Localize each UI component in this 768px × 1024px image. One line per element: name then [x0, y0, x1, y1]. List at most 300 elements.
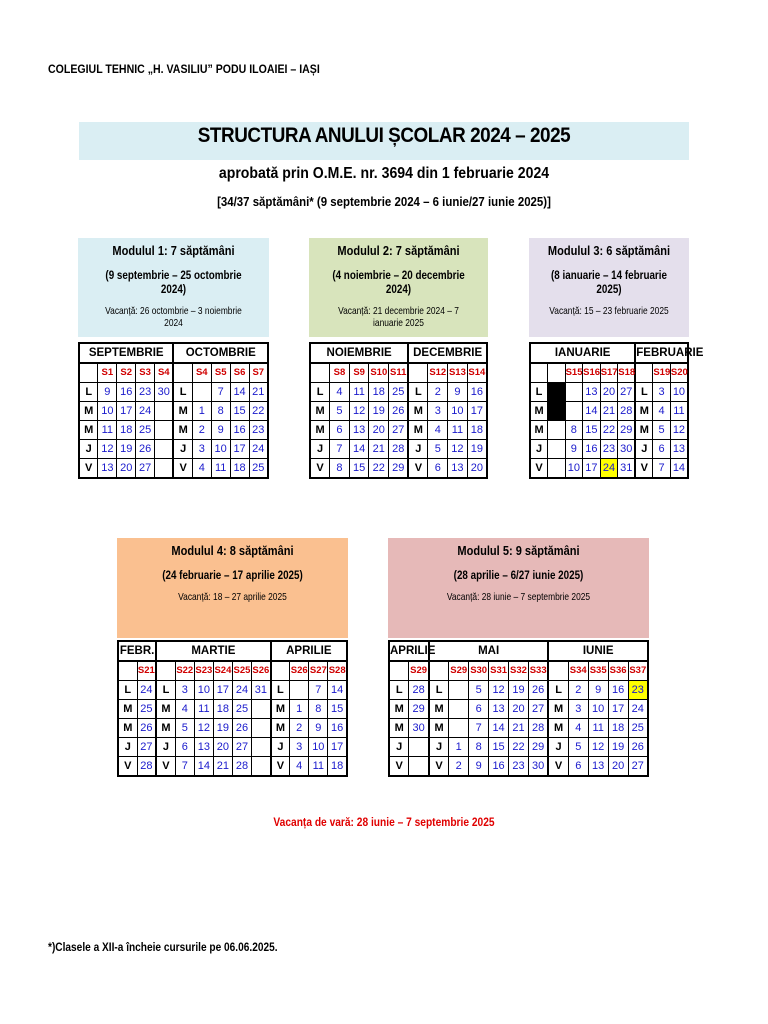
date-cell: 9 — [309, 719, 328, 738]
weekday-letter: V — [548, 757, 568, 777]
month-name: DECEMBRIE — [408, 343, 487, 363]
date-cell: 10 — [565, 459, 583, 479]
month-header-row — [310, 343, 487, 363]
day-row — [118, 700, 347, 719]
date-cell: 11 — [194, 700, 213, 719]
date-cell: 29 — [389, 459, 409, 479]
week-label-row — [530, 363, 688, 383]
date-cell: 8 — [309, 700, 328, 719]
module-vacation: Vacanță: 26 octombrie – 3 noiembrie 2024 — [105, 305, 242, 329]
date-cell: 27 — [137, 738, 156, 757]
module-title: Modulul 2: 7 săptămâni — [337, 243, 460, 258]
weekday-letter: M — [635, 421, 653, 440]
date-cell: 20 — [369, 421, 389, 440]
weekday-letter: J — [79, 440, 98, 459]
date-cell: 7 — [330, 440, 350, 459]
month-name: APRILIE — [389, 641, 429, 661]
week-label: S24 — [213, 661, 232, 681]
date-cell: 3 — [192, 440, 211, 459]
weekday-letter: V — [429, 757, 449, 777]
date-cell: 11 — [349, 383, 369, 402]
date-cell: 7 — [211, 383, 230, 402]
date-cell: 13 — [98, 459, 117, 479]
week-label: S15 — [565, 363, 583, 383]
day-row — [530, 459, 688, 479]
weekday-letter: L — [118, 681, 137, 700]
date-cell: 2 — [428, 383, 448, 402]
date-cell: 18 — [213, 700, 232, 719]
month-name: MAI — [429, 641, 549, 661]
date-cell: 22 — [369, 459, 389, 479]
date-cell: 4 — [330, 383, 350, 402]
date-cell: 20 — [608, 757, 628, 777]
date-cell: 6 — [469, 700, 489, 719]
day-row — [530, 383, 688, 402]
date-cell: 2 — [568, 681, 588, 700]
date-cell: 18 — [230, 459, 249, 479]
date-cell: 3 — [290, 738, 309, 757]
date-cell: 14 — [489, 719, 509, 738]
month-header-row — [118, 641, 347, 661]
weekday-letter: J — [408, 440, 428, 459]
week-label-row — [118, 661, 347, 681]
weekday-letter: M — [79, 402, 98, 421]
date-cell: 28 — [618, 402, 636, 421]
day-row — [310, 440, 487, 459]
date-cell: 16 — [583, 440, 601, 459]
week-label: S36 — [608, 661, 628, 681]
date-cell — [449, 719, 469, 738]
date-cell: 18 — [467, 421, 487, 440]
week-label: S3 — [136, 363, 155, 383]
week-label: S34 — [568, 661, 588, 681]
date-cell: 4 — [192, 459, 211, 479]
day-row — [79, 459, 268, 479]
weekday-letter: L — [173, 383, 192, 402]
weekday-letter: M — [548, 719, 568, 738]
week-label: S1 — [98, 363, 117, 383]
weekday-letter: L — [548, 681, 568, 700]
weekday-letter: L — [408, 383, 428, 402]
day-row — [79, 421, 268, 440]
date-cell: 7 — [653, 459, 671, 479]
date-cell: 27 — [618, 383, 636, 402]
date-cell: 20 — [117, 459, 136, 479]
month-name: IUNIE — [548, 641, 648, 661]
date-cell: 21 — [509, 719, 529, 738]
day-row — [389, 738, 648, 757]
calendar-module-3 — [529, 342, 704, 479]
day-row — [389, 681, 648, 700]
date-cell: 10 — [670, 383, 688, 402]
date-cell: 10 — [309, 738, 328, 757]
week-label: S26 — [252, 661, 271, 681]
date-cell: 26 — [232, 719, 251, 738]
weekday-letter: M — [310, 421, 330, 440]
date-cell: 27 — [136, 459, 155, 479]
week-label: S6 — [230, 363, 249, 383]
date-cell: 23 — [249, 421, 268, 440]
day-column-spacer — [429, 661, 449, 681]
calendar-module-2 — [309, 342, 488, 479]
date-cell: 27 — [528, 700, 548, 719]
date-cell — [548, 402, 566, 421]
week-label: S20 — [670, 363, 688, 383]
weekday-letter: M — [271, 719, 290, 738]
date-cell: 8 — [565, 421, 583, 440]
date-cell: 19 — [467, 440, 487, 459]
date-cell: 26 — [528, 681, 548, 700]
module-title: Modulul 1: 7 săptămâni — [112, 243, 235, 258]
date-cell: 6 — [653, 440, 671, 459]
day-row — [310, 421, 487, 440]
date-cell — [449, 700, 469, 719]
week-label: S12 — [428, 363, 448, 383]
date-cell: 25 — [628, 719, 648, 738]
day-column-spacer — [408, 363, 428, 383]
weekday-letter: J — [429, 738, 449, 757]
date-cell: 28 — [389, 440, 409, 459]
date-cell: 8 — [211, 402, 230, 421]
school-name: COLEGIUL TEHNIC „H. VASILIU” PODU ILOAIEI – IAȘI — [48, 64, 320, 76]
weekday-letter: M — [429, 719, 449, 738]
date-cell: 9 — [588, 681, 608, 700]
date-cell: 29 — [528, 738, 548, 757]
date-cell: 10 — [211, 440, 230, 459]
weekday-letter: M — [408, 421, 428, 440]
date-cell — [252, 719, 271, 738]
month-name: MARTIE — [156, 641, 270, 661]
date-cell: 17 — [213, 681, 232, 700]
month-header-row — [79, 343, 268, 363]
weekday-letter: V — [79, 459, 98, 479]
weekday-letter: M — [156, 719, 175, 738]
date-cell: 6 — [175, 738, 194, 757]
date-cell: 9 — [211, 421, 230, 440]
weekday-letter: M — [173, 421, 192, 440]
date-cell — [252, 757, 271, 777]
date-cell: 3 — [428, 402, 448, 421]
weekday-letter: M — [118, 719, 137, 738]
date-cell — [409, 757, 429, 777]
date-cell: 1 — [449, 738, 469, 757]
weekday-letter: J — [548, 738, 568, 757]
week-label: S13 — [448, 363, 468, 383]
date-cell: 28 — [137, 757, 156, 777]
date-cell: 24 — [232, 681, 251, 700]
module-3-box — [529, 238, 689, 337]
module-title: Modulul 4: 8 săptămâni — [171, 543, 294, 558]
weekday-letter: L — [79, 383, 98, 402]
date-cell: 29 — [409, 700, 429, 719]
date-cell: 22 — [600, 421, 618, 440]
weekday-letter: M — [310, 402, 330, 421]
module-period: (4 noiembrie – 20 decembrie 2024) — [332, 268, 465, 296]
date-cell: 20 — [213, 738, 232, 757]
date-cell: 13 — [349, 421, 369, 440]
weekday-letter: L — [530, 383, 548, 402]
date-cell: 13 — [670, 440, 688, 459]
date-cell: 18 — [328, 757, 347, 777]
date-cell: 11 — [448, 421, 468, 440]
module-5-box — [388, 538, 649, 638]
date-cell: 12 — [194, 719, 213, 738]
weekday-letter: V — [530, 459, 548, 479]
date-cell: 6 — [568, 757, 588, 777]
date-cell: 30 — [528, 757, 548, 777]
week-label: S7 — [249, 363, 268, 383]
date-cell: 21 — [213, 757, 232, 777]
weekday-letter: J — [310, 440, 330, 459]
weekday-letter: M — [389, 700, 409, 719]
date-cell: 30 — [155, 383, 174, 402]
day-row — [389, 700, 648, 719]
month-name: OCTOMBRIE — [173, 343, 268, 363]
date-cell: 26 — [136, 440, 155, 459]
day-column-spacer — [79, 363, 98, 383]
weekday-letter: M — [271, 700, 290, 719]
date-cell: 11 — [670, 402, 688, 421]
weekday-letter: M — [173, 402, 192, 421]
weekday-letter: V — [635, 459, 653, 479]
date-cell: 13 — [194, 738, 213, 757]
date-cell: 17 — [117, 402, 136, 421]
date-cell: 25 — [249, 459, 268, 479]
date-cell: 11 — [588, 719, 608, 738]
day-row — [530, 440, 688, 459]
date-cell: 5 — [175, 719, 194, 738]
day-column-spacer — [530, 363, 548, 383]
week-label: S2 — [117, 363, 136, 383]
weekday-letter: V — [389, 757, 409, 777]
week-label: S32 — [509, 661, 529, 681]
date-cell: 27 — [232, 738, 251, 757]
weekday-letter: J — [271, 738, 290, 757]
week-label: S16 — [583, 363, 601, 383]
date-cell: 18 — [117, 421, 136, 440]
date-cell: 6 — [330, 421, 350, 440]
date-cell: 12 — [670, 421, 688, 440]
weekday-letter: J — [530, 440, 548, 459]
date-cell — [548, 383, 566, 402]
date-cell: 14 — [194, 757, 213, 777]
date-cell: 14 — [328, 681, 347, 700]
date-cell: 5 — [469, 681, 489, 700]
week-label: S29 — [409, 661, 429, 681]
date-cell — [409, 738, 429, 757]
date-cell: 7 — [469, 719, 489, 738]
weekday-letter: J — [156, 738, 175, 757]
weekday-letter: V — [271, 757, 290, 777]
date-cell — [290, 681, 309, 700]
week-label: S11 — [389, 363, 409, 383]
date-cell: 21 — [369, 440, 389, 459]
weekday-letter: M — [408, 402, 428, 421]
weekday-letter: M — [530, 421, 548, 440]
month-header-row — [389, 641, 648, 661]
day-column-spacer — [389, 661, 409, 681]
date-cell: 27 — [389, 421, 409, 440]
day-row — [389, 757, 648, 777]
day-row — [118, 757, 347, 777]
date-cell: 8 — [469, 738, 489, 757]
date-cell: 16 — [489, 757, 509, 777]
date-cell: 29 — [618, 421, 636, 440]
day-row — [389, 719, 648, 738]
date-cell — [252, 700, 271, 719]
date-cell: 26 — [628, 738, 648, 757]
date-cell: 23 — [509, 757, 529, 777]
date-cell: 10 — [98, 402, 117, 421]
date-cell: 20 — [509, 700, 529, 719]
date-cell — [155, 440, 174, 459]
date-cell: 23 — [600, 440, 618, 459]
module-vacation: Vacanță: 28 iunie – 7 septembrie 2025 — [446, 591, 591, 603]
date-cell: 12 — [98, 440, 117, 459]
date-cell — [548, 459, 566, 479]
date-cell: 25 — [137, 700, 156, 719]
week-label: S9 — [349, 363, 369, 383]
date-cell: 15 — [349, 459, 369, 479]
date-cell: 25 — [136, 421, 155, 440]
module-vacation: Vacanță: 15 – 23 februarie 2025 — [549, 305, 669, 317]
weekday-letter: M — [79, 421, 98, 440]
date-cell: 14 — [583, 402, 601, 421]
weekday-letter: M — [118, 700, 137, 719]
date-cell: 16 — [467, 383, 487, 402]
module-2-box — [309, 238, 488, 337]
day-row — [530, 421, 688, 440]
week-label: S26 — [290, 661, 309, 681]
date-cell: 24 — [137, 681, 156, 700]
date-cell: 13 — [448, 459, 468, 479]
date-cell: 5 — [330, 402, 350, 421]
day-row — [118, 719, 347, 738]
date-cell: 16 — [328, 719, 347, 738]
weekday-letter: L — [429, 681, 449, 700]
month-name: FEBR. — [118, 641, 156, 661]
weekday-letter: M — [389, 719, 409, 738]
date-cell — [449, 681, 469, 700]
weekday-letter: V — [408, 459, 428, 479]
week-label: S23 — [194, 661, 213, 681]
module-title: Modulul 5: 9 săptămâni — [457, 543, 580, 558]
weekday-letter: L — [271, 681, 290, 700]
date-cell: 25 — [232, 700, 251, 719]
day-column-spacer — [548, 661, 568, 681]
date-cell: 20 — [600, 383, 618, 402]
week-label: S28 — [328, 661, 347, 681]
weekday-letter: M — [429, 700, 449, 719]
date-cell: 13 — [489, 700, 509, 719]
date-cell: 7 — [309, 681, 328, 700]
date-cell: 21 — [249, 383, 268, 402]
date-cell: 17 — [583, 459, 601, 479]
date-cell: 15 — [328, 700, 347, 719]
weekday-letter: M — [530, 402, 548, 421]
weekday-letter: M — [635, 402, 653, 421]
week-label: S4 — [192, 363, 211, 383]
date-cell: 28 — [232, 757, 251, 777]
date-cell: 4 — [568, 719, 588, 738]
date-cell: 3 — [653, 383, 671, 402]
date-cell: 15 — [489, 738, 509, 757]
date-cell: 23 — [136, 383, 155, 402]
date-cell: 10 — [194, 681, 213, 700]
date-cell: 3 — [175, 681, 194, 700]
date-cell: 1 — [192, 402, 211, 421]
weekday-letter: M — [548, 700, 568, 719]
week-label: S14 — [467, 363, 487, 383]
date-cell: 28 — [528, 719, 548, 738]
summer-vacation: Vacanța de vară: 28 iunie – 7 septembrie 2025 — [273, 815, 495, 829]
date-cell: 31 — [618, 459, 636, 479]
date-cell: 17 — [230, 440, 249, 459]
weekday-letter: V — [118, 757, 137, 777]
date-cell: 9 — [565, 440, 583, 459]
week-label: S27 — [309, 661, 328, 681]
date-cell: 9 — [469, 757, 489, 777]
day-row — [530, 402, 688, 421]
footnote: *)Clasele a XII-a încheie cursurile pe 06.06.2025. — [48, 942, 278, 954]
module-title: Modulul 3: 6 săptămâni — [547, 243, 671, 258]
date-cell: 12 — [588, 738, 608, 757]
date-cell: 19 — [608, 738, 628, 757]
weekday-letter: M — [156, 700, 175, 719]
month-name: NOIEMBRIE — [310, 343, 408, 363]
calendar-module-4 — [117, 640, 348, 777]
module-period: (9 septembrie – 25 octombrie 2024) — [105, 268, 242, 296]
weekday-letter: J — [635, 440, 653, 459]
weekday-letter: V — [310, 459, 330, 479]
week-label: S21 — [137, 661, 156, 681]
date-cell: 5 — [568, 738, 588, 757]
date-cell: 24 — [249, 440, 268, 459]
week-label-row — [389, 661, 648, 681]
month-header-row — [530, 343, 688, 363]
date-cell: 4 — [428, 421, 448, 440]
module-4-box — [117, 538, 348, 638]
date-cell: 2 — [290, 719, 309, 738]
date-cell: 13 — [588, 757, 608, 777]
day-row — [79, 383, 268, 402]
week-label: S8 — [330, 363, 350, 383]
date-cell: 23 — [628, 681, 648, 700]
date-cell — [565, 402, 583, 421]
calendar-module-1 — [78, 342, 269, 479]
date-cell: 1 — [290, 700, 309, 719]
module-vacation: Vacanță: 21 decembrie 2024 – 7 ianuarie 2025 — [338, 305, 459, 329]
date-cell: 7 — [175, 757, 194, 777]
day-column-spacer — [118, 661, 137, 681]
date-cell — [548, 421, 566, 440]
date-cell: 9 — [448, 383, 468, 402]
week-label: S22 — [175, 661, 194, 681]
weekday-letter: L — [389, 681, 409, 700]
weekday-letter: J — [173, 440, 192, 459]
date-cell: 4 — [653, 402, 671, 421]
date-cell: 3 — [568, 700, 588, 719]
date-cell: 5 — [428, 440, 448, 459]
date-cell: 8 — [330, 459, 350, 479]
date-cell: 19 — [369, 402, 389, 421]
date-cell — [252, 738, 271, 757]
date-cell: 17 — [608, 700, 628, 719]
day-column-spacer — [310, 363, 330, 383]
date-cell: 5 — [653, 421, 671, 440]
month-name: FEBRUARIE — [635, 343, 688, 363]
date-cell: 19 — [509, 681, 529, 700]
